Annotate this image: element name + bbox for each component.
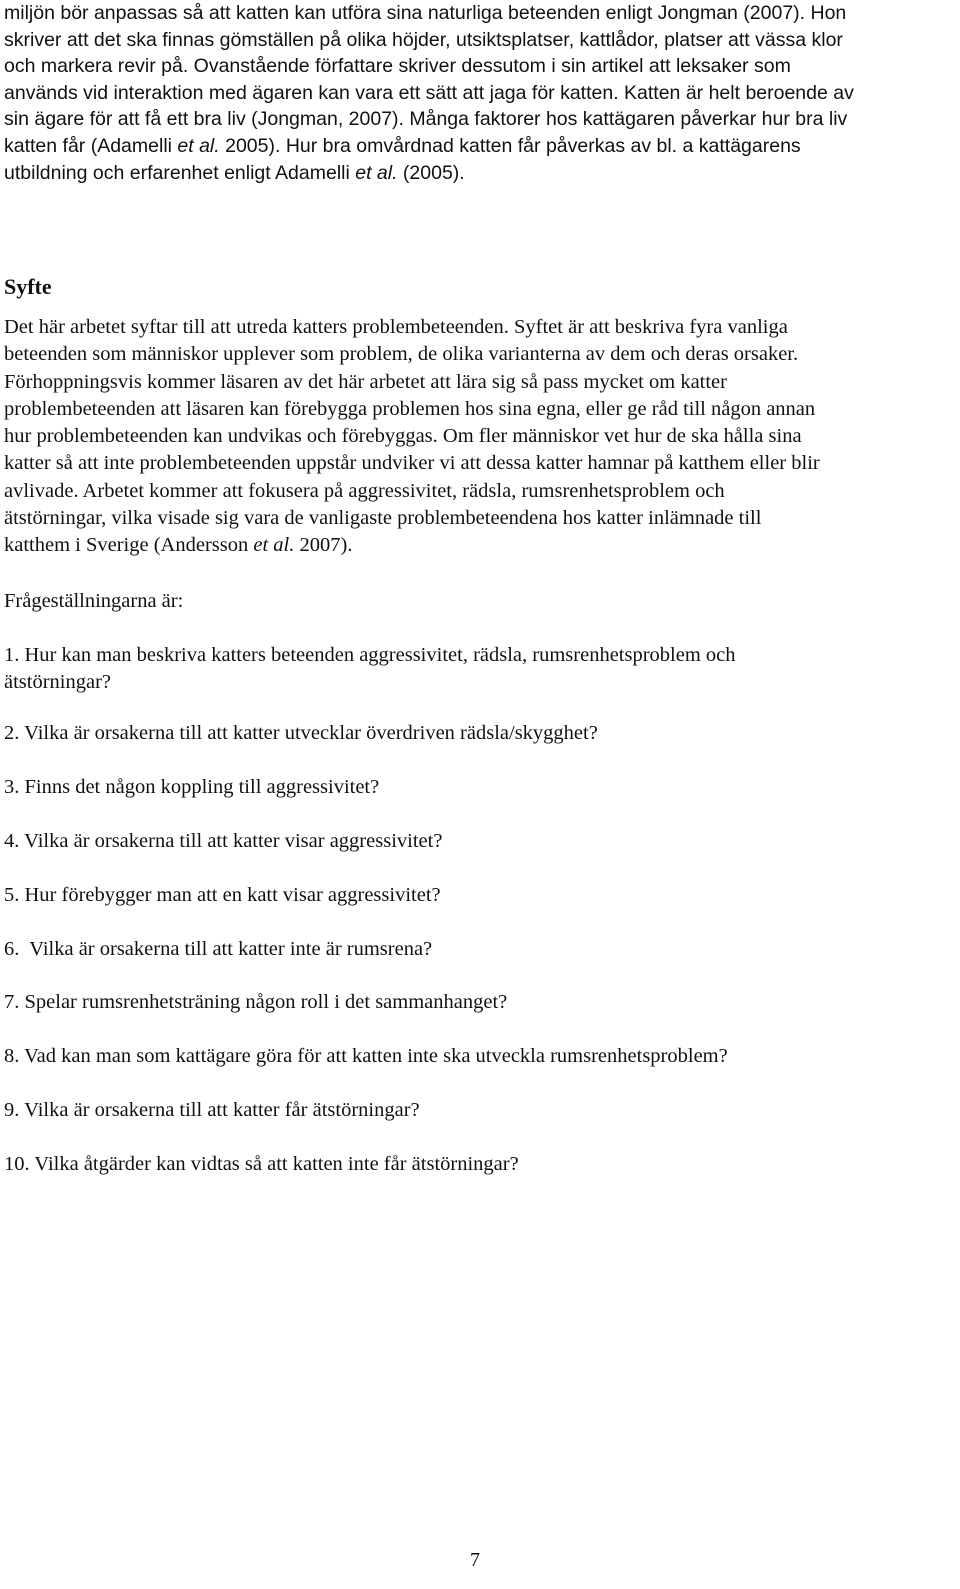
question-2 bbox=[4, 720, 598, 747]
syfte-line: Det här arbetet syftar till att utreda katters problembeteenden. Syftet är att beskriva fyra vanliga bbox=[4, 316, 788, 338]
question-9 bbox=[4, 1097, 420, 1124]
question-text: 5. Hur förebygger man att en katt visar aggressivitet? bbox=[4, 884, 441, 906]
question-text: 3. Finns det någon koppling till aggressivitet? bbox=[4, 776, 380, 798]
question-text: 6. Vilka är orsakerna till att katter inte är rumsrena? bbox=[4, 938, 433, 960]
intro-line bbox=[4, 160, 950, 187]
question-3 bbox=[4, 774, 379, 801]
question-text: 4. Vilka är orsakerna till att katter visar aggressivitet? bbox=[4, 830, 443, 852]
et-al: et al. bbox=[355, 161, 398, 184]
syfte-line: beteenden som människor upplever som problem, de olika varianterna av dem och deras orsaker. bbox=[4, 343, 799, 366]
intro-line: används vid interaktion med ägaren kan vara ett sätt att jaga för katten. Katten är helt beroende av bbox=[4, 81, 854, 104]
syfte-line: problembeteenden att läsaren kan förebygga problemen hos sina egna, eller ge råd till någon annan bbox=[4, 397, 816, 420]
syfte-line: Förhoppningsvis kommer läsaren av det här arbetet att lära sig så pass mycket om katter bbox=[4, 370, 727, 393]
intro-line: och markera revir på. Ovanstående författare skriver dessutom i sin artikel att leksaker som bbox=[4, 55, 791, 78]
question-text: 8. Vad kan man som kattägare göra för att katten inte ska utveckla rumsrenhetsproblem? bbox=[4, 1045, 728, 1067]
syfte-line: katter så att inte problembeteenden uppstår undviker vi att dessa katter hamnar på katthem eller blir bbox=[4, 452, 820, 475]
question-4 bbox=[4, 828, 442, 855]
question-text: 2. Vilka är orsakerna till att katter utvecklar överdriven rädsla/skygghet? bbox=[4, 722, 598, 744]
question-8 bbox=[4, 1043, 728, 1070]
intro-paragraph bbox=[4, 0, 950, 186]
question-6 bbox=[4, 936, 432, 963]
intro-text: (2005). bbox=[397, 161, 465, 184]
intro-line: sin ägare för att få ett bra liv (Jongman, 2007). Många faktorer hos kattägaren påverkar hur bra liv bbox=[4, 108, 848, 131]
questions-intro: Frågeställningarna är: bbox=[4, 590, 184, 612]
et-al: et al. bbox=[177, 134, 220, 157]
intro-text: utbildning och erfarenhet enligt Adamelli bbox=[4, 161, 356, 184]
intro-text: katten får (Adamelli bbox=[4, 134, 178, 157]
syfte-text: katthem i Sverige (Andersson bbox=[4, 534, 254, 557]
question-5 bbox=[4, 882, 441, 909]
question-text: 10. Vilka åtgärder kan vidtas så att katten inte får ätstörningar? bbox=[4, 1153, 519, 1175]
question-text: 7. Spelar rumsrenhetsträning någon roll i det sammanhanget? bbox=[4, 991, 508, 1013]
syfte-paragraph bbox=[4, 314, 950, 560]
question-7 bbox=[4, 989, 507, 1016]
page-number: 7 bbox=[470, 1549, 480, 1571]
syfte-line: avlivade. Arbetet kommer att fokusera på aggressivitet, rädsla, rumsrenhetsproblem och bbox=[4, 479, 725, 502]
syfte-line bbox=[4, 532, 950, 559]
syfte-line: hur problembeteenden kan undvikas och förebyggas. Om fler människor vet hur de ska hålla sina bbox=[4, 425, 802, 448]
syfte-line: ätstörningar, vilka visade sig vara de vanligaste problembeteendena hos katter inlämnade till bbox=[4, 507, 762, 530]
intro-line: skriver att det ska finnas gömställen på olika höjder, utsiktsplatser, kattlådor, platser att vässa klor bbox=[4, 28, 843, 51]
intro-line: miljön bör anpassas så att katten kan utföra sina naturliga beteenden enligt Jongman (2007). Hon bbox=[4, 2, 847, 24]
section-heading: Syfte bbox=[4, 274, 52, 299]
intro-line bbox=[4, 133, 950, 160]
question-text: 1. Hur kan man beskriva katters beteenden aggressivitet, rädsla, rumsrenhetsproblem och bbox=[4, 644, 736, 666]
question-10 bbox=[4, 1151, 519, 1178]
question-1 bbox=[4, 642, 736, 697]
intro-text: 2005). Hur bra omvårdnad katten får påverkas av bl. a kattägarens bbox=[219, 134, 801, 157]
et-al: et al. bbox=[253, 534, 295, 557]
question-text: 9. Vilka är orsakerna till att katter får ätstörningar? bbox=[4, 1099, 420, 1121]
syfte-text: 2007). bbox=[294, 534, 353, 557]
question-text: ätstörningar? bbox=[4, 671, 112, 694]
